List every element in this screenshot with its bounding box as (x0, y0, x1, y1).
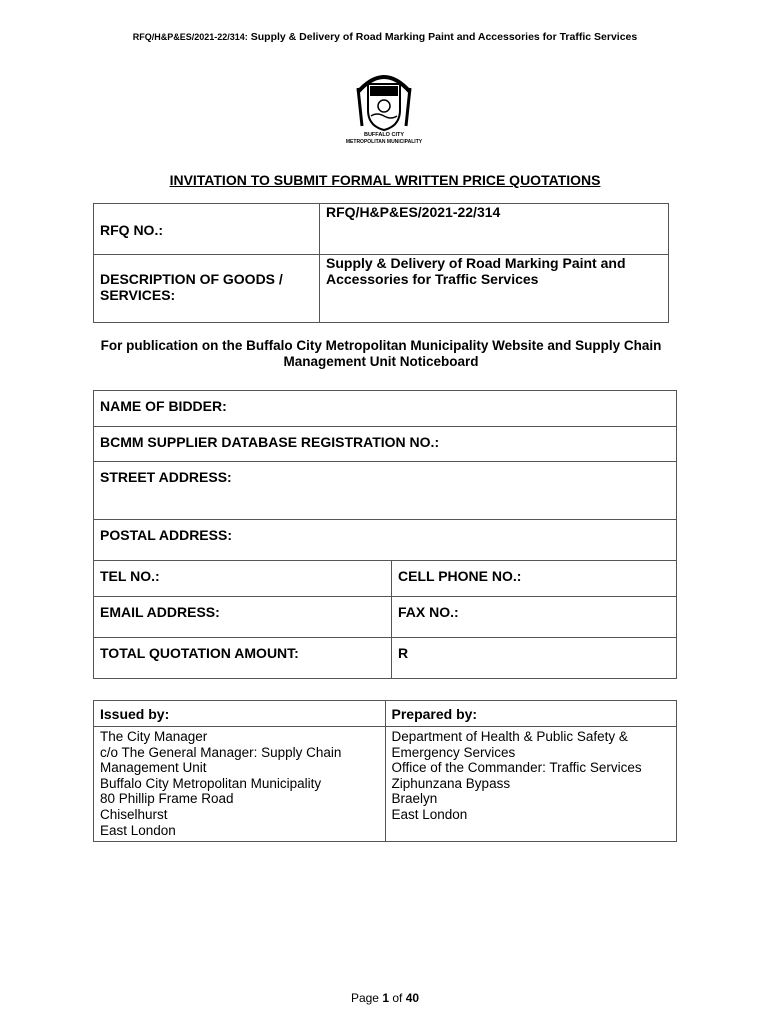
description-row (94, 255, 669, 323)
rfq-number-label-text: RFQ NO.: (100, 222, 163, 238)
currency-label: R (392, 638, 677, 679)
page-word: Page (350, 991, 379, 1005)
prepared-line: Ziphunzana Bypass (391, 775, 511, 791)
rfq-number-label (94, 204, 320, 255)
prepared-line: East London (391, 806, 468, 822)
page-header (0, 31, 770, 43)
total-amount-row (94, 638, 677, 679)
cell-label: CELL PHONE NO.: (392, 561, 677, 597)
page-total: 40 (405, 991, 420, 1005)
issued-line: Management Unit (100, 760, 207, 776)
issued-line: c/o The General Manager: Supply Chain (100, 744, 342, 760)
issued-line: Chiselhurst (100, 806, 168, 822)
logo-right-flourish (406, 88, 410, 126)
header-rfq-code: RFQ/H&P&ES/2021-22/314: (132, 32, 248, 42)
issued-prepared-body-row (94, 727, 677, 842)
email-fax-row (94, 597, 677, 638)
header-title: Supply & Delivery of Road Marking Paint and Accessories for Traffic Services (250, 31, 638, 43)
prepared-by-label: Prepared by: (385, 701, 677, 727)
phone-row (94, 561, 677, 597)
issued-prepared-header-row (94, 701, 677, 727)
page-number: 1 (382, 991, 389, 1005)
issued-by-address (94, 727, 386, 842)
issued-line: East London (100, 822, 176, 838)
street-address-row (94, 462, 677, 520)
street-address-label: STREET ADDRESS: (94, 462, 677, 520)
rfq-number-row (94, 204, 669, 255)
issued-line: 80 Phillip Frame Road (100, 791, 234, 807)
description-label: DESCRIPTION OF GOODS / SERVICES: (94, 255, 320, 323)
publication-notice: For publication on the Buffalo City Metropolitan Municipality Website and Supply Chain Management Unit Noticeboard (100, 338, 662, 369)
issued-by-label: Issued by: (94, 701, 386, 727)
registration-label: BCMM SUPPLIER DATABASE REGISTRATION NO.: (94, 427, 677, 462)
rfq-info-table (93, 203, 669, 323)
prepared-by-address (385, 727, 677, 842)
rfq-number-value: RFQ/H&P&ES/2021-22/314 (320, 204, 669, 255)
prepared-line: Department of Health & Public Safety & (391, 729, 628, 744)
postal-address-label: POSTAL ADDRESS: (94, 520, 677, 561)
tel-label: TEL NO.: (94, 561, 392, 597)
page-footer (0, 991, 770, 1005)
logo-shield-band (370, 86, 398, 96)
total-amount-label: TOTAL QUOTATION AMOUNT: (94, 638, 392, 679)
email-label: EMAIL ADDRESS: (94, 597, 392, 638)
registration-row (94, 427, 677, 462)
logo-text-line2: METROPOLITAN MUNICIPALITY (345, 139, 423, 145)
bidder-name-row (94, 391, 677, 427)
fax-label: FAX NO.: (392, 597, 677, 638)
municipality-logo (336, 64, 432, 146)
bidder-details-table (93, 390, 677, 679)
bidder-name-label: NAME OF BIDDER: (94, 391, 677, 427)
description-value: Supply & Delivery of Road Marking Paint and Accessories for Traffic Services (320, 255, 669, 323)
issued-line: The City Manager (100, 729, 208, 744)
logo-text-line1: BUFFALO CITY (363, 132, 405, 138)
prepared-line: Braelyn (391, 791, 438, 807)
document-title: INVITATION TO SUBMIT FORMAL WRITTEN PRICE QUOTATIONS (169, 172, 601, 188)
issued-prepared-table (93, 700, 677, 842)
of-word: of (392, 991, 403, 1005)
prepared-line: Emergency Services (391, 744, 516, 760)
prepared-line: Office of the Commander: Traffic Services (391, 760, 642, 776)
logo-left-flourish (358, 88, 362, 126)
postal-address-row (94, 520, 677, 561)
issued-line: Buffalo City Metropolitan Municipality (100, 775, 322, 791)
